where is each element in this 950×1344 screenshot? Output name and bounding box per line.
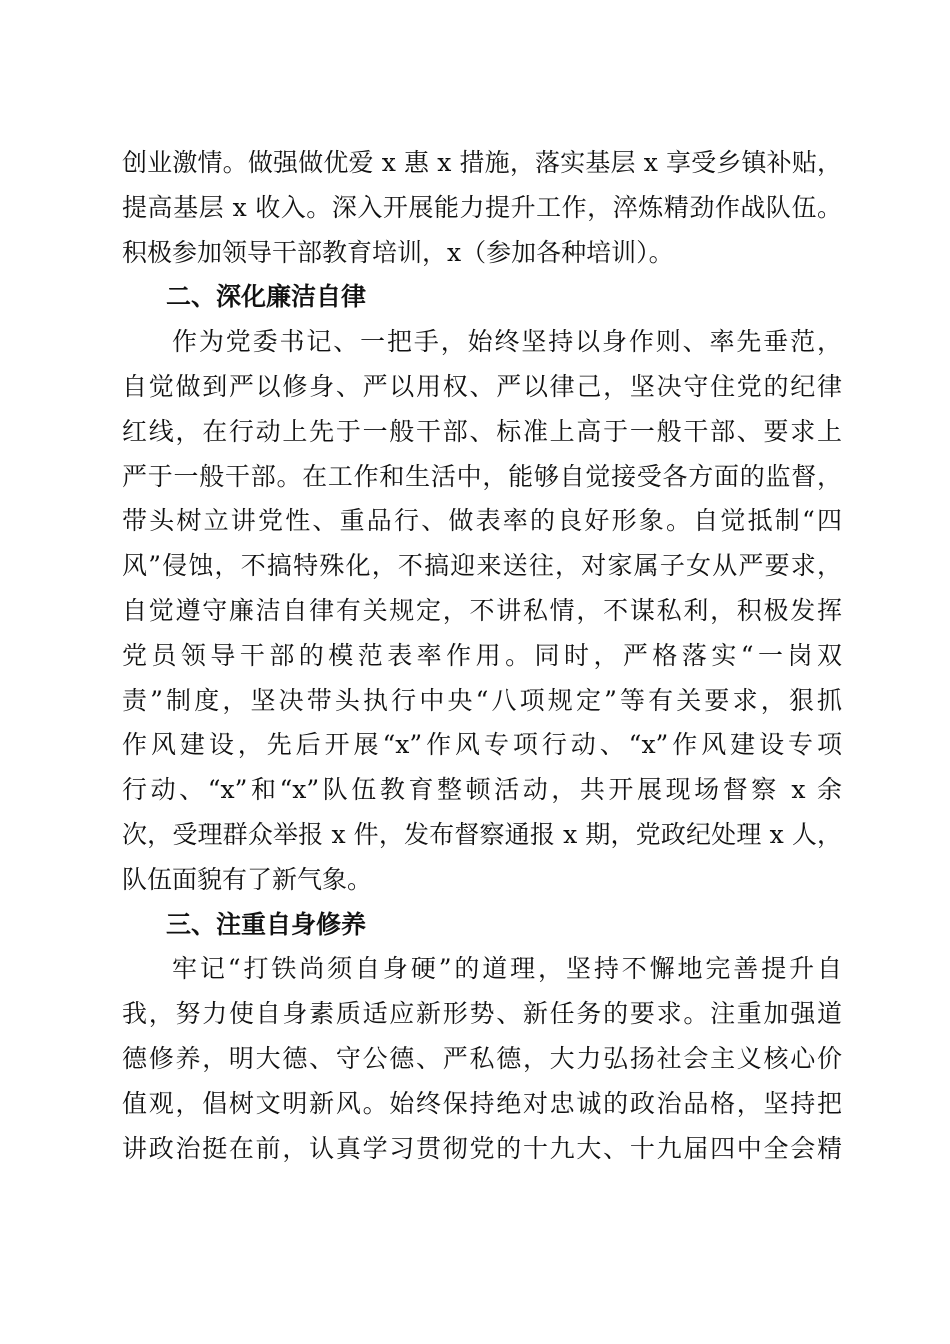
text-line: 创业激情。做强做优爱 x 惠 x 措施，落实基层 x 享受乡镇补贴，: [122, 148, 842, 177]
paragraph-section1: [122, 141, 842, 275]
text-line: 责”制度，坚决带头执行中央“八项规定”等有关要求，狠抓: [122, 685, 842, 715]
text-line: 我，努力使自身素质适应新形势、新任务的要求。注重加强道: [122, 999, 842, 1029]
text-line: 党员领导干部的模范表率作用。同时，严格落实“一岗双: [122, 640, 842, 670]
text-line: 队伍面貌有了新气象。: [122, 864, 373, 894]
text-line: 讲政治挺在前，认真学习贯彻党的十九大、十九届四中全会精: [122, 1133, 842, 1163]
text-line: 提高基层 x 收入。深入开展能力提升工作，淬炼精劲作战队伍。: [122, 192, 842, 222]
text-line: 严于一般干部。在工作和生活中，能够自觉接受各方面的监督，: [122, 461, 842, 491]
text-line: 牢记“打铁尚须自身硬”的道理，坚持不懈地完善提升自: [172, 954, 842, 984]
text-line: 行动、“x”和“x”队伍教育整顿活动，共开展现场督察 x 余: [122, 775, 842, 805]
text-line: 作风建设，先后开展“x”作风专项行动、“x”作风建设专项: [122, 730, 842, 760]
text-line: 积极参加领导干部教育培训，x（参加各种培训）。: [122, 237, 674, 267]
text-line: 风”侵蚀，不搞特殊化，不搞迎来送往，对家属子女从严要求，: [122, 551, 842, 581]
text-line: 红线，在行动上先于一般干部、标准上高于一般干部、要求上: [122, 416, 842, 446]
text-line: 作为党委书记、一把手，始终坚持以身作则、率先垂范，: [172, 327, 842, 357]
text-line: 带头树立讲党性、重品行、做表率的良好形象。自觉抵制“四: [122, 506, 842, 536]
text-line: 德修养，明大德、守公德、严私德，大力弘扬社会主义核心价: [122, 1043, 842, 1073]
text-line: 自觉做到严以修身、严以用权、严以律己，坚决守住党的纪律: [122, 371, 842, 401]
text-line: 自觉遵守廉洁自律有关规定，不讲私情，不谋私利，积极发挥: [122, 595, 842, 625]
text-line: 值观，倡树文明新风。始终保持绝对忠诚的政治品格，坚持把: [122, 1088, 842, 1118]
text-line: 次，受理群众举报 x 件，发布督察通报 x 期，党政纪处理 x 人，: [122, 819, 842, 849]
paragraph-section2: [122, 320, 842, 902]
section-heading-3: 三、注重自身修养: [166, 909, 367, 939]
section-heading-2: 二、深化廉洁自律: [166, 282, 367, 312]
paragraph-section3: [122, 947, 842, 1171]
document-body: [122, 141, 842, 1171]
